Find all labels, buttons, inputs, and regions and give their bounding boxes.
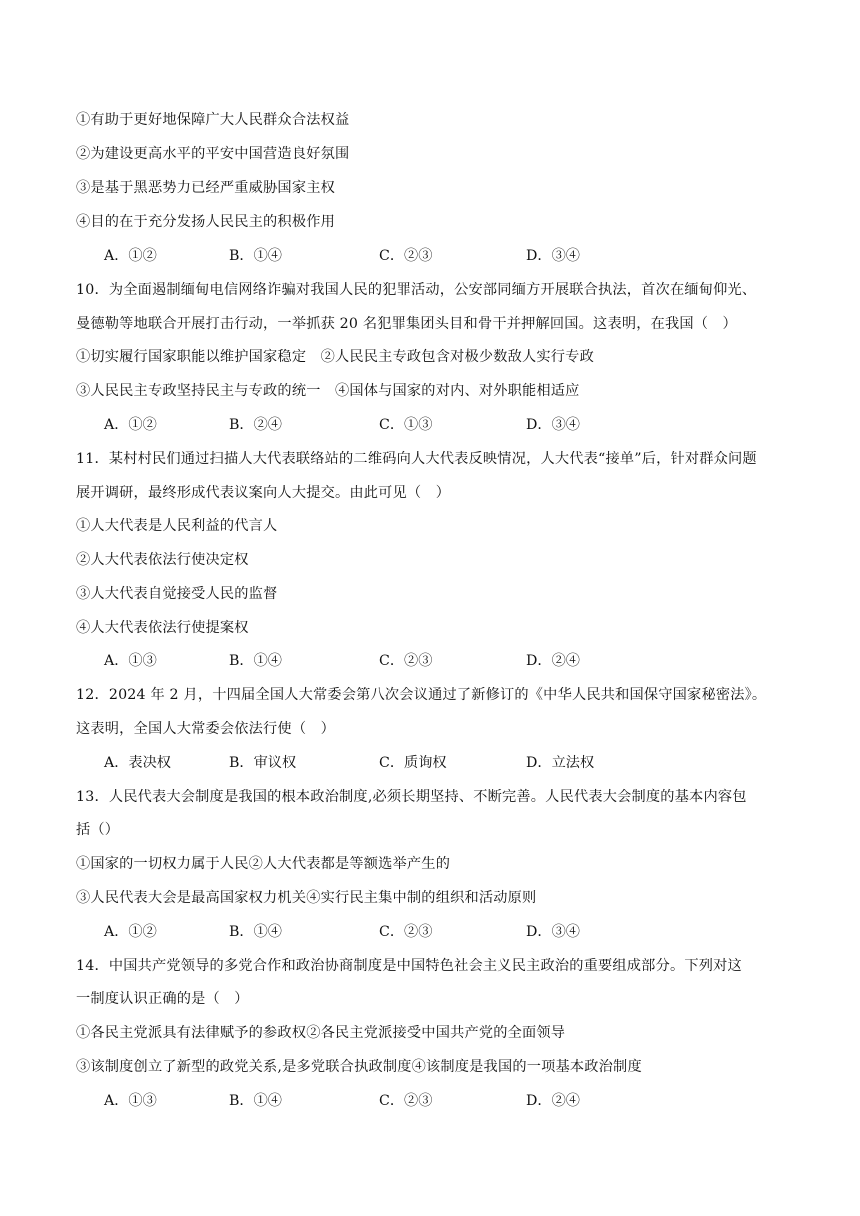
q13-stem-line-1: 13．人民代表大会制度是我国的根本政治制度,必须长期坚持、不断完善。人民代表大会制度的基本内容包 <box>76 789 747 805</box>
q14-option-b[interactable]: B．①④ <box>229 1093 282 1109</box>
q13-statements-line-2: ③人民代表大会是最高国家权力机关④实行民主集中制的组织和活动原则 <box>76 890 537 906</box>
q9-statement-3: ③是基于黑恶势力已经严重威胁国家主权 <box>76 180 335 196</box>
q11-statement-4: ④人大代表依法行使提案权 <box>76 620 249 636</box>
q13-option-d[interactable]: D．③④ <box>526 924 580 940</box>
q12-stem-line-1: 12．2024 年 2 月，十四届全国人大常委会第八次会议通过了新修订的《中华人民共和国保守国家秘密法》。 <box>76 687 767 703</box>
q12-stem-line-2: 这表明，全国人大常委会依法行使（ ） <box>76 721 335 737</box>
q9-options <box>104 245 724 267</box>
q14-stem-line-1: 14．中国共产党领导的多党合作和政治协商制度是中国特色社会主义民主政治的重要组成部分。下列对这 <box>76 958 742 974</box>
q9-statement-2: ②为建设更高水平的平安中国营造良好氛围 <box>76 146 350 162</box>
q14-stem-line-2: 一制度认识正确的是（ ） <box>76 991 249 1007</box>
q11-option-c[interactable]: C．②③ <box>379 653 433 669</box>
q9-option-c[interactable]: C．②③ <box>379 248 433 264</box>
q10-option-a[interactable]: A．①② <box>104 417 157 433</box>
q13-option-c[interactable]: C．②③ <box>379 924 433 940</box>
q9-option-d[interactable]: D．③④ <box>526 248 580 264</box>
q11-statement-3: ③人大代表自觉接受人民的监督 <box>76 586 278 602</box>
q13-statements-line-1: ①国家的一切权力属于人民②人大代表都是等额选举产生的 <box>76 856 451 872</box>
q10-statements-line-2: ③人民民主专政坚持民主与专政的统一 ④国体与国家的对内、对外职能相适应 <box>76 383 580 399</box>
q10-option-d[interactable]: D．③④ <box>526 417 580 433</box>
q13-option-a[interactable]: A．①② <box>104 924 157 940</box>
q14-options <box>104 1090 724 1112</box>
q11-stem-line-1: 11．某村村民们通过扫描人大代表联络站的二维码向人大代表反映情况，人大代表“接单”后，针对群众问题 <box>76 451 757 467</box>
q14-option-c[interactable]: C．②③ <box>379 1093 433 1109</box>
q14-statements-line-2: ③该制度创立了新型的政党关系,是多党联合执政制度④该制度是我国的一项基本政治制度 <box>76 1059 642 1075</box>
q10-stem-line-1: 10．为全面遏制缅甸电信网络诈骗对我国人民的犯罪活动，公安部同缅方开展联合执法，首次在缅甸仰光、 <box>76 282 757 298</box>
q13-option-b[interactable]: B．①④ <box>229 924 282 940</box>
q13-options <box>104 921 724 943</box>
q9-statement-1: ①有助于更好地保障广大人民群众合法权益 <box>76 112 350 128</box>
q14-option-a[interactable]: A．①③ <box>104 1093 157 1109</box>
q10-stem-line-2: 曼德勒等地联合开展打击行动，一举抓获 20 名犯罪集团头目和骨干并押解回国。这表明，在我国（ ） <box>76 316 737 332</box>
q12-option-d[interactable]: D．立法权 <box>526 755 595 771</box>
q11-option-a[interactable]: A．①③ <box>104 653 157 669</box>
q10-option-b[interactable]: B．②④ <box>229 417 282 433</box>
q9-statement-4: ④目的在于充分发扬人民民主的积极作用 <box>76 214 335 230</box>
q11-options <box>104 650 724 672</box>
q13-stem-line-2: 括（） <box>76 822 120 838</box>
q14-statements-line-1: ①各民主党派具有法律赋予的参政权②各民主党派接受中国共产党的全面领导 <box>76 1025 566 1041</box>
q11-statement-1: ①人大代表是人民利益的代言人 <box>76 518 278 534</box>
q12-option-b[interactable]: B．审议权 <box>229 755 297 771</box>
q12-option-a[interactable]: A．表决权 <box>104 755 171 771</box>
q10-options <box>104 414 724 436</box>
q11-stem-line-2: 展开调研，最终形成代表议案向人大提交。由此可见（ ） <box>76 485 451 501</box>
q11-option-d[interactable]: D．②④ <box>526 653 580 669</box>
q12-option-c[interactable]: C．质询权 <box>379 755 447 771</box>
q11-statement-2: ②人大代表依法行使决定权 <box>76 552 249 568</box>
q11-option-b[interactable]: B．①④ <box>229 653 282 669</box>
q9-option-a[interactable]: A．①② <box>104 248 157 264</box>
q10-statements-line-1: ①切实履行国家职能以维护国家稳定 ②人民民主专政包含对极少数敌人实行专政 <box>76 349 594 365</box>
q12-options <box>104 752 724 774</box>
q9-option-b[interactable]: B．①④ <box>229 248 282 264</box>
q10-option-c[interactable]: C．①③ <box>379 417 433 433</box>
q14-option-d[interactable]: D．②④ <box>526 1093 580 1109</box>
